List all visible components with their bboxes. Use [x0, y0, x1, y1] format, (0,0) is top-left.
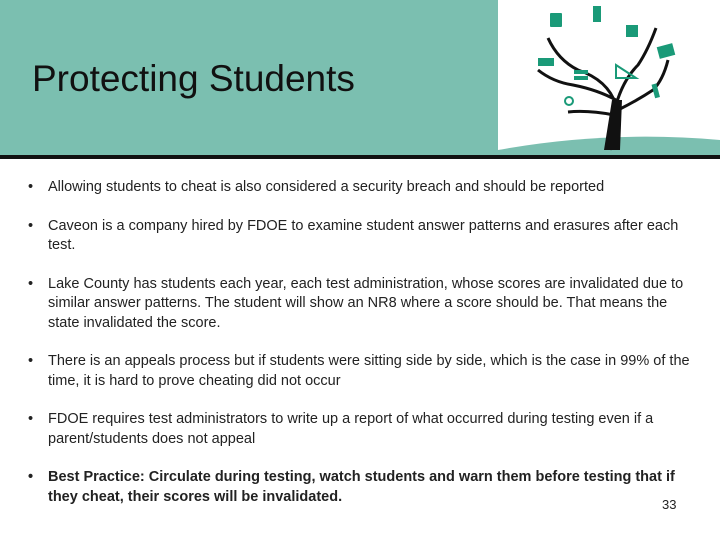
bullet-item: • Lake County has students each year, each test administration, whose scores are invalidated due to similar answer patterns. The student will show an NR8 where a score should be. That means the state invalidated the score. [28, 275, 684, 331]
bullet-list [28, 178, 698, 526]
bullet-icon: • [28, 275, 34, 292]
slide-title: Protecting Students [32, 58, 355, 99]
bullet-icon: • [28, 411, 34, 427]
bullet-item: • FDOE requires test administrators to write up a report of what occurred during testing even if a parent/students does not appeal [28, 411, 654, 447]
bullet-item: • Allowing students to cheat is also considered a security breach and should be reported [28, 178, 698, 198]
header-divider [0, 155, 720, 159]
best-practice-bullet: • Best Practice: Circulate during testing, watch students and warn them before testing that if they cheat, their scores will be invalidated. [28, 469, 675, 505]
bullet-icon: • [28, 469, 34, 485]
title-banner [0, 0, 498, 156]
bullet-icon: • [28, 353, 34, 369]
bullet-icon: • [28, 179, 34, 195]
education-tree-illustration [498, 0, 720, 156]
bullet-item: • Caveon is a company hired by FDOE to examine student answer patterns and erasures after each test. [28, 217, 679, 253]
bullet-icon: • [28, 217, 34, 234]
page-number: 33 [662, 497, 677, 512]
bullet-item: • There is an appeals process but if students were sitting side by side, which is the case in 99% of the time, it is hard to prove cheating did not occur [28, 353, 690, 389]
